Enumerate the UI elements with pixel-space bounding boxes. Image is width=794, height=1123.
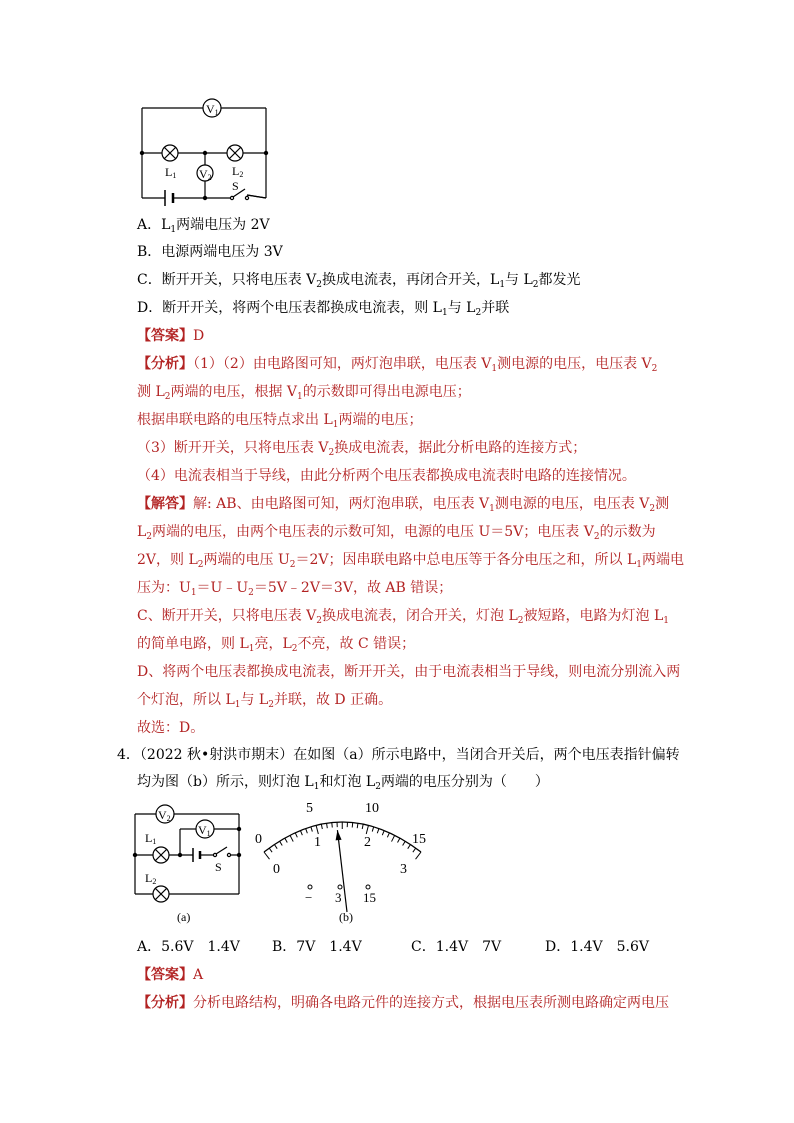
l2-lamp-label: L2 xyxy=(232,164,244,179)
q3-option-b: B．电源两端电压为 3V xyxy=(137,244,283,260)
q3-solution-line-8: 个灯泡，所以 $L_1$与 $L_2$并联，故 D 正确。 xyxy=(137,692,393,710)
scale-lower-1: 1 xyxy=(314,835,321,850)
q3-solution-line-1: 【解答】解: AB、由电路图可知，两灯泡串联，电压表 $V_1$测电源的电压，电压表 $V_2$测 xyxy=(137,496,670,514)
l1-lamp-label: L1 xyxy=(165,165,177,180)
q3-solution-line-5: C、断开开关，只将电压表 $V_2$换成电流表，闭合开关，灯泡 $L_2$被短路，电路为灯泡 $L_1$ xyxy=(137,608,669,626)
figure-caption-b: (b) xyxy=(339,910,353,924)
dial-tick xyxy=(387,833,389,838)
v2-meter-label-a: V2 xyxy=(158,808,171,823)
scale-upper-15: 15 xyxy=(412,832,426,847)
dial-tick xyxy=(290,835,293,841)
dial-tick xyxy=(316,825,318,834)
q3-analysis-line-1: 【分析】（1）（2）由电路图可知，两灯泡串联，电压表 $V_1$测电源的电压，电压表 $V_2$ xyxy=(137,356,658,374)
dial-tick xyxy=(398,838,400,842)
q3-answer: 【答案】D xyxy=(137,328,205,344)
terminal-label-15: 15 xyxy=(363,890,376,905)
voltmeter-dial-b xyxy=(250,795,435,930)
dial-tick xyxy=(295,833,297,838)
q3-option-c: C．断开开关，只将电压表 $V_2$换成电流表，再闭合开关，$L_1$与 $L_2$都发光 xyxy=(137,272,581,290)
dial-tick xyxy=(332,823,333,828)
dial-tick xyxy=(416,852,421,859)
q4-option-a: A．5.6V 1.4V xyxy=(137,939,240,955)
q3-solution-line-4: 压为：$U_1=U﹣U_2=5V﹣2V=3V$，故 AB 错误； xyxy=(137,580,453,598)
q3-analysis-line-3: 根据串联电路的电压特点求出 $L_1$两端的电压； xyxy=(137,412,423,430)
dial-tick xyxy=(274,845,277,849)
dial-tick xyxy=(372,827,373,832)
q3-solution-line-6: 的简单电路，则 $L_1$亮，$L_2$不亮，故 C 错误； xyxy=(137,636,416,654)
dial-tick xyxy=(311,827,312,832)
dial-tick xyxy=(413,848,416,852)
terminal-minus xyxy=(308,885,312,889)
q3-solution-line-2: $L_2$两端的电压，由两个电压表的示数可知，电源的电压 U＝5V；电压表 $V_2$的示数为 xyxy=(137,524,656,542)
dial-tick xyxy=(321,824,322,829)
dial-tick xyxy=(269,848,272,852)
q3-solution-line-9: 故选：D。 xyxy=(137,720,205,736)
q3-option-d: D．断开开关，将两个电压表都换成电流表，则 $L_1$与 $L_2$并联 xyxy=(137,300,510,318)
figure-caption-a: (a) xyxy=(177,910,191,924)
v1-meter-label-a: V1 xyxy=(198,823,211,838)
dial-tick xyxy=(382,831,384,836)
q4-option-c: C．1.4V 7V xyxy=(411,939,502,955)
q3-solution-line-7: D、将两个电压表都换成电流表，断开开关，由于电流表相当于导线，则电流分别流入两 xyxy=(137,664,681,680)
terminal-label-3: 3 xyxy=(335,890,342,905)
q4-option-d: D．1.4V 5.6V xyxy=(545,939,649,955)
dial-tick xyxy=(403,841,406,845)
dial-tick xyxy=(362,824,363,829)
q4-stem-line-1: 4．（2022 秋•射洪市期末）在如图（a）所示电路中，当闭合开关后，两个电压表指针偏转 xyxy=(117,747,680,763)
dial-tick xyxy=(392,835,395,841)
dial-tick xyxy=(285,838,287,842)
terminal-label-minus: − xyxy=(305,890,313,905)
dial-tick xyxy=(306,829,308,834)
scale-lower-3: 3 xyxy=(400,862,407,877)
needle-arrowhead xyxy=(336,830,342,840)
scale-lower-2: 2 xyxy=(364,835,371,850)
q3-analysis-line-2: 测 $L_2$两端的电压，根据 $V_1$的示数即可得出电源电压； xyxy=(137,384,471,402)
dial-tick xyxy=(408,845,411,849)
q4-stem-line-2: 均为图（b）所示，则灯泡 $L_1$和灯泡 $L_2$两端的电压分别为（ ） xyxy=(137,774,549,792)
l2-lamp-label-a: L2 xyxy=(145,871,157,886)
q4-analysis-line-1: 【分析】分析电路结构，明确各电路元件的连接方式，根据电压表所测电路确定两电压 xyxy=(137,995,669,1011)
terminal-3v xyxy=(338,885,342,889)
circuit-diagram-a xyxy=(132,800,247,930)
scale-upper-10: 10 xyxy=(365,801,379,816)
scale-upper-5: 5 xyxy=(306,801,313,816)
scale-upper-0: 0 xyxy=(255,832,262,847)
dial-tick xyxy=(352,823,353,828)
q3-solution-line-3: 2V，则 $L_2$两端的电压 $U_2=2V$；因串联电路中总电压等于各分电压之和，所以 $L_1$两端电 xyxy=(137,552,684,570)
q4-answer: 【答案】A xyxy=(137,967,204,983)
dial-tick xyxy=(377,829,379,834)
dial-tick xyxy=(280,841,283,845)
dial-tick xyxy=(357,823,358,828)
q4-option-b: B．7V 1.4V xyxy=(272,939,362,955)
switch-label: S xyxy=(232,179,239,193)
scale-lower-0: 0 xyxy=(273,862,280,877)
v1-meter-label: V1 xyxy=(206,102,219,117)
q3-analysis-line-4: （3）断开开关，只将电压表 $V_2$换成电流表，据此分析电路的连接方式； xyxy=(137,440,587,458)
dial-tick xyxy=(264,852,269,859)
v2-meter-label: V2 xyxy=(199,167,212,182)
dial-tick xyxy=(366,825,368,834)
q3-analysis-line-5: （4）电流表相当于导线，由此分析两个电压表都换成电流表时电路的连接情况。 xyxy=(137,468,636,484)
circuit-diagram-1 xyxy=(135,95,275,200)
switch-label-a: S xyxy=(215,860,222,874)
dial-tick xyxy=(327,823,328,828)
terminal-15v xyxy=(366,885,370,889)
dial-tick xyxy=(300,831,302,836)
q3-option-a: A．$L_1$两端电压为 2V xyxy=(137,217,270,235)
l1-lamp-label-a: L1 xyxy=(145,831,157,846)
